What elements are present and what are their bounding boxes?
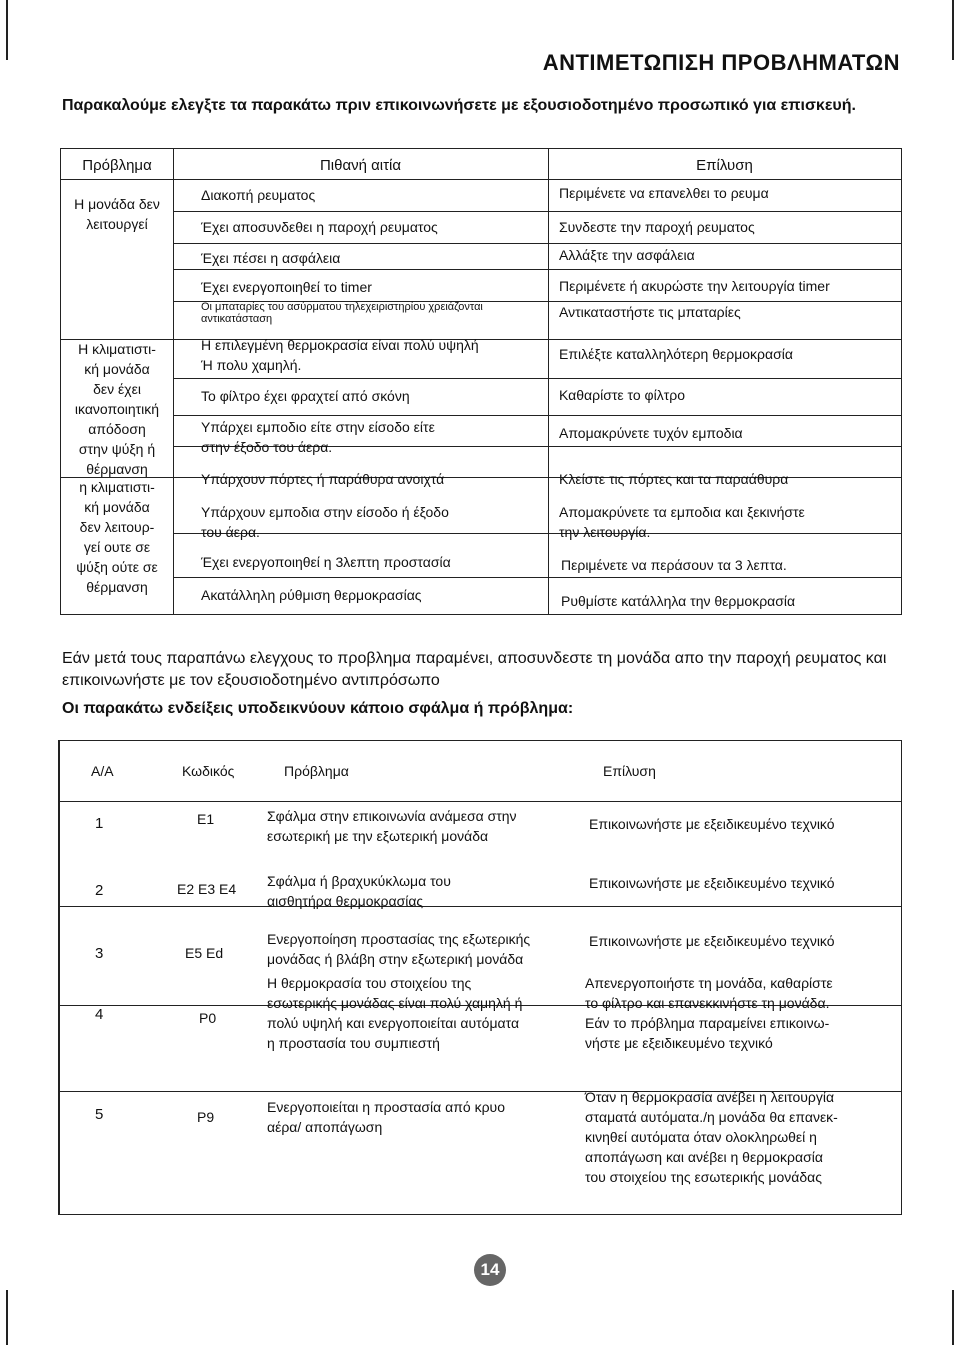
solution-cell: Αλλάξτε την ασφάλεια (559, 247, 695, 263)
error-row-solution: Επικοινωνήστε με εξειδικευμένο τεχνικό (589, 875, 835, 891)
cause-cell: Υπάρχουν εμποδια στην είσοδο ή έξοδο του άερα. (201, 504, 449, 540)
crop-mark (952, 1290, 954, 1345)
solution-cell: Περιμένετε να επανελθει το ρευμα (559, 185, 769, 201)
solution-cell: Καθαρίστε το φίλτρο (559, 387, 685, 403)
solution-cell: Απομακρύνετε τυχόν εμποδια (559, 425, 743, 441)
cause-cell: Ακατάλληλη ρύθμιση θερμοκρασίας (201, 587, 422, 603)
error-row-index: 1 (95, 815, 104, 832)
cause-cell: Το φίλτρο έχει φραχτεί από σκόνη (201, 388, 410, 404)
cause-cell: Οι μπαταρίες του ασύρματου τηλεχειριστηρίου χρειάζονται αντικατάσταση (201, 301, 483, 325)
cause-cell: Έχει ενεργοποιηθεί το timer (201, 279, 372, 295)
section-title: ΑΝΤΙΜΕΤΩΠΙΣΗ ΠΡΟΒΛΗΜΑΤΩΝ (542, 50, 900, 75)
error-row-code: P0 (199, 1010, 217, 1026)
error-row-solution: Όταν η θερμοκρασία ανέβει η λειτουργία σταματά αυτόματα./η μονάδα θα επανεκ- κινηθεί αυτόματα όταν ολοκληρωθεί η αποπάγωση και ανέβει η θερμοκρασία του στοιχείου της εσωτερικής μονάδας (585, 1089, 838, 1185)
error-row-index: 4 (95, 1006, 104, 1023)
solution-cell: Επιλέξτε καταλληλότερη θερμοκρασία (559, 346, 793, 362)
solution-cell: Απομακρύνετε τα εμποδια και ξεκινήστε την λειτουργία. (559, 504, 805, 540)
error-row-code: E2 E3 E4 (177, 881, 237, 897)
solution-cell: Ρυθμίστε κατάλληλα την θερμοκρασία (561, 593, 796, 609)
error-row-index: 3 (95, 945, 104, 962)
error-row-code: E5 Ed (185, 945, 224, 961)
error-row-problem: Σφάλμα στην επικοινωνία ανάμεσα στην εσωτερική με την εξωτερική μονάδα (267, 808, 517, 844)
error-code-table (58, 740, 902, 1215)
cause-cell: Η επιλεγμένη θερμοκρασία είναι πολύ υψηλή Ή πολυ χαμηλή. (201, 337, 479, 373)
header-code: Κωδικός (182, 763, 235, 779)
error-row-index: 2 (95, 882, 104, 899)
cause-cell: Έχει πέσει η ασφάλεια (201, 250, 341, 266)
cause-cell: Υπάρχει εμποδιο είτε στην είσοδο είτε στην έξοδο του άερα. (201, 419, 435, 455)
crop-mark (6, 0, 8, 60)
error-row-problem: Ενεργοποίηση προστασίας της εξωτερικής μονάδας ή βλάβη στην εξωτερική μονάδα (267, 931, 531, 967)
header-problem: Πρόβλημα (284, 763, 349, 779)
cause-cell: Διακοπή ρευματος (201, 187, 316, 203)
crop-mark (6, 1290, 8, 1345)
error-row-solution: Επικοινωνήστε με εξειδικευμένο τεχνικό (589, 816, 835, 832)
solution-cell: Αντικαταστήστε τις μπαταρίες (559, 304, 741, 320)
problem-cell: η κλιματιστι- κή μονάδα δεν λειτουρ- γεί ουτε σε ψύξη ούτε σε θέρμανση (76, 479, 158, 595)
cause-cell: Υπάρχουν πόρτες ή παράθυρα ανοιχτά (201, 471, 445, 487)
solution-cell: Συνδεστε την παροχή ρευματος (559, 219, 755, 235)
header-cause: Πιθανή αιτία (319, 157, 402, 174)
page-number: 14 (474, 1254, 506, 1286)
crop-mark (952, 0, 954, 60)
problem-cell: Η κλιματιστι- κή μονάδα δεν έχει ικανοποιητική απόδοση στην ψύξη ή θέρμανση (74, 341, 160, 477)
after-check-text: Εάν μετά τους παραπάνω ελεγχους το προβλημα παραμένει, αποσυνδεστε τη μονάδα απο την παροχή ρευματος και επικοινωνήστε με τον εξουσιοδοτημένο αντιπρόσωπο (62, 650, 887, 689)
error-row-problem: Σφάλμα ή βραχυκύκλωμα του αισθητήρα θερμοκρασίας (267, 873, 451, 909)
cause-cell: Έχει αποσυνδεθει η παροχή ρευματος (201, 219, 438, 235)
intro-text: Παρακαλούμε ελεγξτε τα παρακάτω πριν επικοινωνήσετε με εξουσιοδοτημένο προσωπικό για επισκευή. (62, 97, 856, 114)
header-problem: Πρόβλημα (82, 157, 152, 174)
error-row-index: 5 (95, 1106, 104, 1123)
error-row-problem: Η θερμοκρασία του στοιχείου της εσωτερικής μονάδας είναι πολύ χαμηλή ή πολύ υψηλή και ενεργοποιείται αυτόματα η προστασία του συμπιεστή (267, 975, 523, 1051)
solution-cell: Περιμένετε ή ακυρώστε την λειτουργία timer (559, 278, 830, 294)
error-row-solution: Απενεργοποιήστε τη μονάδα, καθαρίστε το φίλτρο και επανεκκινήστε τη μονάδα. Εάν το πρόβλημα παραμείνει επικοινω- νήστε με εξειδικευμένο τεχνικό (585, 975, 833, 1051)
error-row-code: P9 (197, 1109, 215, 1125)
solution-cell: Περιμένετε να περάσουν τα 3 λεπτα. (561, 557, 787, 573)
error-row-code: E1 (197, 811, 215, 827)
header-solution: Επίλυση (603, 763, 656, 779)
error-row-solution: Επικοινωνήστε με εξειδικευμένο τεχνικό (589, 933, 835, 949)
header-solution: Επίλυση (696, 157, 753, 174)
error-row-problem: Ενεργοποιείται η προστασία από κρυο αέρα/ αποπάγωση (267, 1099, 505, 1135)
solution-cell: Κλείστε τις πόρτες και τα παραάθυρα (559, 471, 789, 487)
error-codes-subtitle: Οι παρακάτω ενδείξεις υποδεικνύουν κάποιο σφάλμα ή πρόβλημα: (62, 700, 574, 717)
troubleshooting-table (60, 148, 902, 615)
header-index: Α/Α (91, 763, 114, 779)
problem-cell: Η μονάδα δεν λειτουργεί (74, 196, 160, 232)
cause-cell: Έχει ενεργοποιηθεί η 3λεπτη προστασία (201, 554, 451, 570)
